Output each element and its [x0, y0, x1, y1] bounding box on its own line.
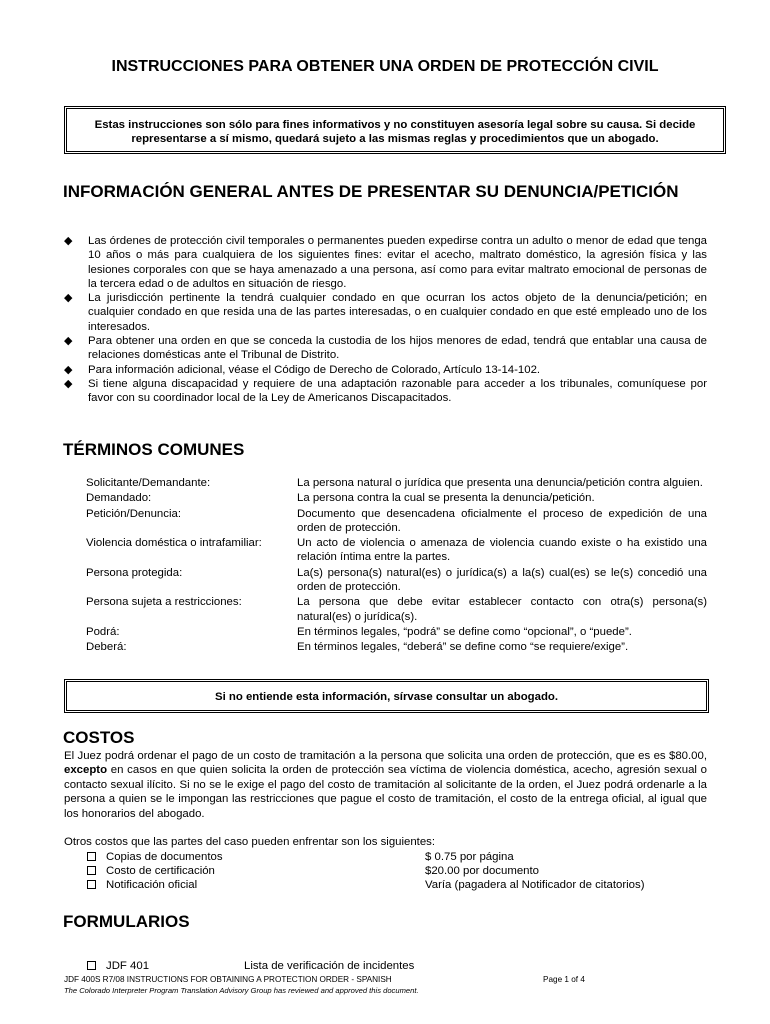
common-terms-heading: TÉRMINOS COMUNES [63, 440, 245, 459]
term-label: Solicitante/Demandante: [86, 477, 211, 489]
term-label: Demandado: [86, 492, 152, 505]
term-row [64, 625, 707, 639]
costs-paragraph: El Juez podrá ordenar el pago de un costo de tramitación a la persona que solicita una orden de protección, que es es $80.00, excepto en casos en que quien solicita la orden de protección sea víctima de violencia doméstica, acecho, agresión sexual o contacto sexual ilícito. Si no se le exige el pago del costo de tramitación al solicitante de la orden, el Juez podrá ordenarle a la persona a quien se le impongan las restricciones que pague el costo de tramitación, el costo de la entrega oficial, al igual que los honorarios del abogado. [64, 750, 707, 820]
term-row [64, 476, 707, 490]
forms-heading: FORMULARIOS [63, 912, 190, 931]
term-row [64, 640, 707, 654]
disclaimer-box [64, 106, 726, 154]
checkbox-icon [87, 880, 96, 889]
cost-item: Copias de documentos [87, 851, 223, 863]
term-definition: Un acto de violencia o amenaza de violencia cuando existe o ha existido una relación íntima entre la partes. [297, 537, 707, 564]
page-title: INSTRUCCIONES PARA OBTENER UNA ORDEN DE PROTECCIÓN CIVIL [111, 58, 659, 75]
term-definition: La persona contra la cual se presenta la denuncia/petición. [297, 492, 595, 505]
term-label: Persona sujeta a restricciones: [86, 596, 242, 609]
term-label: Persona protegida: [86, 566, 183, 579]
page-number: Page 1 of 4 [543, 975, 585, 984]
list-item: ◆ Para obtener una orden en que se conceda la custodia de los hijos menores de edad, tendrá que entablar una causa de relaciones domésticas ante el Tribunal de Distrito. [64, 335, 707, 362]
cost-value: Varía (pagadera al Notificador de citatorios) [425, 879, 645, 891]
black-diamond-icon: ◆ [64, 235, 73, 247]
other-costs-intro: Otros costos que las partes del caso pueden enfrentar son los siguientes: [64, 836, 436, 848]
form-name: Lista de verificación de incidentes [244, 960, 415, 972]
term-row [64, 507, 707, 536]
form-code: JDF 401 [106, 960, 150, 972]
checkbox-icon [87, 961, 96, 970]
black-diamond-icon: ◆ [64, 292, 73, 305]
form-item [87, 960, 149, 972]
cost-value: $20.00 por documento [425, 865, 539, 877]
general-info-list [64, 234, 707, 406]
term-row [64, 595, 707, 624]
consult-lawyer-box [64, 679, 709, 713]
footer-form-id: JDF 400S R7/08 INSTRUCTIONS FOR OBTAINING A PROTECTION ORDER - SPANISH [64, 975, 392, 984]
checkbox-icon [87, 852, 96, 861]
term-label: Deberá: [86, 641, 127, 654]
list-item: ◆ La jurisdicción pertinente la tendrá cualquier condado en que ocurran los actos objeto de la denuncia/petición; en cualquier condado en que resida una de las partes interesadas, o en cualquier condado en que esté empleado uno de los interesados. [64, 292, 707, 333]
terms-list [64, 476, 707, 656]
black-diamond-icon: ◆ [64, 335, 73, 348]
term-row [64, 566, 707, 595]
term-definition: En términos legales, “deberá” se define como “se requiere/exige”. [297, 641, 629, 654]
general-info-heading: INFORMACIÓN GENERAL ANTES DE PRESENTAR SU DENUNCIA/PETICIÓN [63, 182, 679, 201]
black-diamond-icon: ◆ [64, 377, 73, 390]
term-label: Violencia doméstica o intrafamiliar: [86, 537, 262, 550]
term-label: Podrá: [86, 625, 120, 638]
list-item: ◆ Para información adicional, véase el Código de Derecho de Colorado, Artículo 13-14-102. [64, 363, 541, 376]
term-definition: La persona natural o jurídica que presenta una denuncia/petición contra alguien. [297, 477, 703, 489]
black-diamond-icon: ◆ [64, 363, 73, 376]
list-item: ◆ Las órdenes de protección civil temporales o permanentes pueden expedirse contra un adulto o menor de edad que tenga 10 años o más para cualquiera de los siguientes fines: evitar el acecho, maltrato doméstico, la agresión física y las lesiones corporales con que se haya amenazado a una persona, así como para evitar maltrato emocional de personas de la tercera edad o de adultos en situación de riesgo. [64, 235, 707, 290]
term-label: Petición/Denuncia: [86, 507, 181, 520]
list-item: ◆ Si tiene alguna discapacidad y requiere de una adaptación razonable para acceder a los tribunales, comuníquese por favor con su coordinador local de la Ley de Americanos Discapacitados. [64, 377, 707, 405]
disclaimer-text: Estas instrucciones son sólo para fines informativos y no constituyen asesoría legal sobre su causa. Si decide representarse a sí mismo, quedará sujeto a las mismas reglas y procedimientos que un abogado. [94, 119, 696, 145]
term-definition: La(s) persona(s) natural(es) o jurídica(s) a la(s) cual(es) se le(s) concedió una orden de protección. [297, 566, 707, 594]
term-definition: La persona que debe evitar establecer contacto con otra(s) persona(s) natural(es) o jurídica(s). [297, 596, 707, 623]
term-row [64, 491, 707, 505]
checkbox-icon [87, 866, 96, 875]
term-definition: Documento que desencadena oficialmente el proceso de expedición de una orden de protección. [297, 507, 707, 534]
consult-lawyer-text: Si no entiende esta información, sírvase consultar un abogado. [214, 691, 559, 703]
term-row [64, 536, 707, 565]
cost-item: Notificación oficial [87, 879, 197, 891]
except-emphasis: excepto [64, 764, 108, 777]
term-definition: En términos legales, “podrá” se define como “opcional”, o “puede”. [297, 625, 632, 638]
costs-heading: COSTOS [63, 728, 135, 747]
cost-value: $ 0.75 por página [425, 851, 514, 863]
footer-note: The Colorado Interpreter Program Translation Advisory Group has reviewed and approved this document. [64, 986, 419, 995]
cost-item: Costo de certificación [87, 865, 215, 877]
